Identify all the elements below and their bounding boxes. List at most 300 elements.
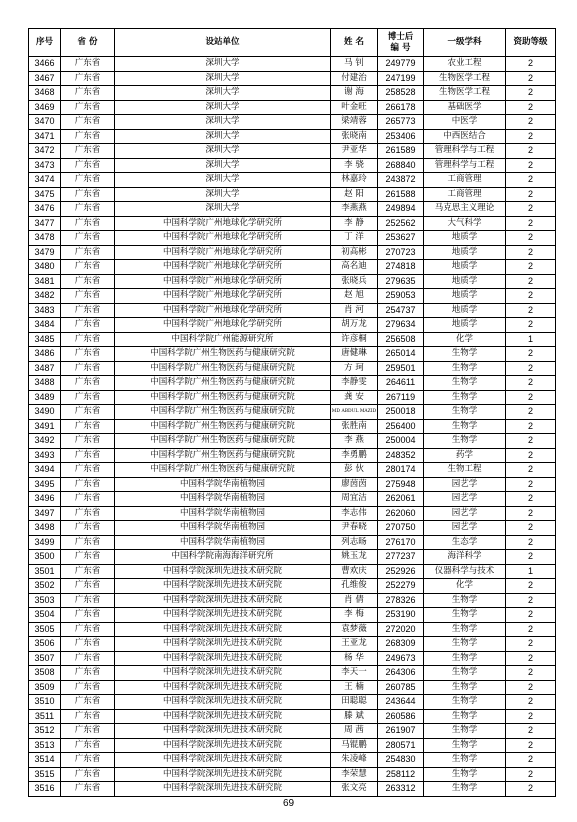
cell-unit: 中国科学院广州生物医药与健康研究院 (115, 361, 331, 376)
cell-province: 广东省 (61, 579, 115, 594)
cell-name: 袁梦薇 (331, 622, 378, 637)
cell-province: 广东省 (61, 289, 115, 304)
cell-unit: 中国科学院华南植物园 (115, 521, 331, 536)
cell-unit: 深圳大学 (115, 173, 331, 188)
cell-seq: 3489 (29, 390, 61, 405)
cell-id: 260586 (378, 709, 424, 724)
table-row (29, 202, 556, 217)
cell-seq: 3505 (29, 622, 61, 637)
cell-province: 广东省 (61, 724, 115, 739)
cell-discipline: 生物学 (424, 376, 506, 391)
cell-seq: 3467 (29, 71, 61, 86)
header-id-line1: 博士后 (387, 31, 414, 42)
cell-seq: 3473 (29, 158, 61, 173)
header-discipline: 一级学科 (424, 29, 506, 57)
table-row (29, 115, 556, 130)
cell-id: 268309 (378, 637, 424, 652)
cell-id: 250004 (378, 434, 424, 449)
cell-id: 248352 (378, 448, 424, 463)
cell-grade: 2 (506, 260, 556, 275)
cell-province: 广东省 (61, 753, 115, 768)
cell-province: 广东省 (61, 202, 115, 217)
cell-name: 付建治 (331, 71, 378, 86)
cell-name: 肖 河 (331, 303, 378, 318)
cell-unit: 中国科学院深圳先进技术研究院 (115, 753, 331, 768)
cell-id: 275948 (378, 477, 424, 492)
cell-discipline: 生物学 (424, 434, 506, 449)
cell-seq: 3486 (29, 347, 61, 362)
cell-discipline: 生物学 (424, 405, 506, 420)
cell-unit: 中国科学院广州生物医药与健康研究院 (115, 434, 331, 449)
cell-province: 广东省 (61, 129, 115, 144)
cell-province: 广东省 (61, 622, 115, 637)
cell-grade: 2 (506, 463, 556, 478)
cell-grade: 2 (506, 695, 556, 710)
cell-grade: 2 (506, 144, 556, 159)
table-row (29, 535, 556, 550)
cell-province: 广东省 (61, 492, 115, 507)
table-row (29, 448, 556, 463)
cell-discipline: 生物学 (424, 666, 506, 681)
cell-discipline: 生物学 (424, 767, 506, 782)
cell-seq: 3483 (29, 303, 61, 318)
cell-id: 278326 (378, 593, 424, 608)
cell-discipline: 化学 (424, 579, 506, 594)
cell-grade: 2 (506, 390, 556, 405)
cell-grade: 2 (506, 434, 556, 449)
cell-discipline: 生物工程 (424, 463, 506, 478)
cell-seq: 3514 (29, 753, 61, 768)
cell-grade: 2 (506, 448, 556, 463)
cell-name: 曹欢庆 (331, 564, 378, 579)
cell-province: 广东省 (61, 187, 115, 202)
cell-grade: 2 (506, 115, 556, 130)
cell-province: 广东省 (61, 158, 115, 173)
cell-seq: 3510 (29, 695, 61, 710)
cell-seq: 3485 (29, 332, 61, 347)
cell-discipline: 地质学 (424, 231, 506, 246)
cell-grade: 1 (506, 332, 556, 347)
cell-seq: 3492 (29, 434, 61, 449)
cell-unit: 中国科学院深圳先进技术研究院 (115, 622, 331, 637)
cell-province: 广东省 (61, 782, 115, 797)
table-row (29, 347, 556, 362)
cell-seq: 3495 (29, 477, 61, 492)
cell-unit: 深圳大学 (115, 202, 331, 217)
cell-discipline: 工商管理 (424, 187, 506, 202)
cell-name: 朱凌峰 (331, 753, 378, 768)
cell-province: 广东省 (61, 361, 115, 376)
cell-unit: 中国科学院广州地球化学研究所 (115, 303, 331, 318)
cell-province: 广东省 (61, 419, 115, 434)
cell-id: 268840 (378, 158, 424, 173)
cell-discipline: 工商管理 (424, 173, 506, 188)
cell-seq: 3507 (29, 651, 61, 666)
cell-unit: 中国科学院广州生物医药与健康研究院 (115, 390, 331, 405)
cell-province: 广东省 (61, 463, 115, 478)
cell-grade: 2 (506, 782, 556, 797)
cell-province: 广东省 (61, 477, 115, 492)
cell-seq: 3477 (29, 216, 61, 231)
cell-grade: 2 (506, 71, 556, 86)
cell-id: 266178 (378, 100, 424, 115)
cell-grade: 2 (506, 579, 556, 594)
cell-seq: 3509 (29, 680, 61, 695)
cell-id: 258112 (378, 767, 424, 782)
cell-discipline: 中医学 (424, 115, 506, 130)
cell-unit: 深圳大学 (115, 100, 331, 115)
cell-name: 姚玉龙 (331, 550, 378, 565)
cell-seq: 3481 (29, 274, 61, 289)
cell-seq: 3504 (29, 608, 61, 623)
cell-unit: 中国科学院广州能源研究所 (115, 332, 331, 347)
table-row (29, 477, 556, 492)
table-row (29, 579, 556, 594)
cell-province: 广东省 (61, 564, 115, 579)
cell-id: 279634 (378, 318, 424, 333)
cell-name: 李勇鹏 (331, 448, 378, 463)
cell-id: 250018 (378, 405, 424, 420)
cell-province: 广东省 (61, 666, 115, 681)
cell-name: 杨 华 (331, 651, 378, 666)
cell-grade: 2 (506, 347, 556, 362)
cell-name: 唐健琳 (331, 347, 378, 362)
cell-unit: 中国科学院广州生物医药与健康研究院 (115, 347, 331, 362)
cell-grade: 2 (506, 274, 556, 289)
cell-id: 267119 (378, 390, 424, 405)
cell-grade: 2 (506, 419, 556, 434)
cell-name: 彭 伙 (331, 463, 378, 478)
cell-id: 260785 (378, 680, 424, 695)
cell-name: 赵 旭 (331, 289, 378, 304)
cell-seq: 3496 (29, 492, 61, 507)
table-header (29, 29, 556, 57)
table-row (29, 622, 556, 637)
cell-province: 广东省 (61, 550, 115, 565)
cell-seq: 3475 (29, 187, 61, 202)
cell-name: 龚 安 (331, 390, 378, 405)
cell-discipline: 管理科学与工程 (424, 144, 506, 159)
cell-province: 广东省 (61, 680, 115, 695)
cell-unit: 中国科学院深圳先进技术研究院 (115, 564, 331, 579)
cell-seq: 3487 (29, 361, 61, 376)
cell-province: 广东省 (61, 506, 115, 521)
cell-discipline: 中西医结合 (424, 129, 506, 144)
cell-grade: 2 (506, 361, 556, 376)
table-row (29, 419, 556, 434)
cell-unit: 中国科学院广州地球化学研究所 (115, 216, 331, 231)
cell-name: 周宜洁 (331, 492, 378, 507)
cell-id: 249673 (378, 651, 424, 666)
cell-unit: 中国科学院广州地球化学研究所 (115, 245, 331, 260)
cell-grade: 2 (506, 477, 556, 492)
cell-unit: 中国科学院华南植物园 (115, 535, 331, 550)
cell-province: 广东省 (61, 274, 115, 289)
cell-seq: 3478 (29, 231, 61, 246)
cell-name: 李燕燕 (331, 202, 378, 217)
cell-unit: 中国科学院华南植物园 (115, 492, 331, 507)
cell-grade: 2 (506, 245, 556, 260)
cell-seq: 3508 (29, 666, 61, 681)
cell-grade: 2 (506, 173, 556, 188)
header-unit: 设站单位 (115, 29, 331, 57)
cell-province: 广东省 (61, 535, 115, 550)
cell-discipline: 园艺学 (424, 477, 506, 492)
cell-id: 243644 (378, 695, 424, 710)
cell-id: 264306 (378, 666, 424, 681)
cell-province: 广东省 (61, 231, 115, 246)
cell-discipline: 生物学 (424, 361, 506, 376)
table-row (29, 57, 556, 72)
cell-grade: 2 (506, 521, 556, 536)
cell-id: 261589 (378, 144, 424, 159)
cell-grade: 2 (506, 129, 556, 144)
header-seq: 序号 (29, 29, 61, 57)
header-grade: 资助等级 (506, 29, 556, 57)
cell-grade: 2 (506, 709, 556, 724)
table-row (29, 86, 556, 101)
cell-name: 方 珂 (331, 361, 378, 376)
cell-seq: 3494 (29, 463, 61, 478)
cell-discipline: 地质学 (424, 289, 506, 304)
cell-seq: 3515 (29, 767, 61, 782)
cell-grade: 2 (506, 724, 556, 739)
cell-seq: 3499 (29, 535, 61, 550)
cell-grade: 2 (506, 593, 556, 608)
cell-grade: 2 (506, 231, 556, 246)
header-id (378, 29, 424, 57)
cell-unit: 中国科学院广州生物医药与健康研究院 (115, 448, 331, 463)
cell-discipline: 药学 (424, 448, 506, 463)
cell-grade: 2 (506, 622, 556, 637)
cell-province: 广东省 (61, 216, 115, 231)
cell-seq: 3503 (29, 593, 61, 608)
cell-name: 马锟鹏 (331, 738, 378, 753)
table-row (29, 231, 556, 246)
cell-discipline: 地质学 (424, 260, 506, 275)
table-row (29, 564, 556, 579)
cell-province: 广东省 (61, 115, 115, 130)
cell-id: 280174 (378, 463, 424, 478)
header-province: 省 份 (61, 29, 115, 57)
table-row (29, 593, 556, 608)
cell-unit: 中国科学院广州地球化学研究所 (115, 260, 331, 275)
cell-name: 初高彬 (331, 245, 378, 260)
cell-name: 李荣慧 (331, 767, 378, 782)
cell-grade: 2 (506, 202, 556, 217)
table-row (29, 129, 556, 144)
cell-discipline: 化学 (424, 332, 506, 347)
cell-discipline: 基础医学 (424, 100, 506, 115)
cell-name: 周 茜 (331, 724, 378, 739)
cell-discipline: 海洋科学 (424, 550, 506, 565)
cell-id: 254830 (378, 753, 424, 768)
cell-seq: 3511 (29, 709, 61, 724)
cell-grade: 2 (506, 289, 556, 304)
table-row (29, 390, 556, 405)
cell-province: 广东省 (61, 245, 115, 260)
cell-discipline: 园艺学 (424, 492, 506, 507)
cell-discipline: 生态学 (424, 535, 506, 550)
cell-name: 许彦桐 (331, 332, 378, 347)
cell-province: 广东省 (61, 709, 115, 724)
cell-seq: 3490 (29, 405, 61, 420)
table-row (29, 695, 556, 710)
cell-name: 孔维俊 (331, 579, 378, 594)
cell-unit: 中国科学院深圳先进技术研究院 (115, 608, 331, 623)
cell-unit: 中国科学院深圳先进技术研究院 (115, 738, 331, 753)
cell-unit: 中国科学院广州生物医药与健康研究院 (115, 376, 331, 391)
cell-name: 尹春晓 (331, 521, 378, 536)
cell-unit: 中国科学院深圳先进技术研究院 (115, 695, 331, 710)
cell-id: 252926 (378, 564, 424, 579)
cell-seq: 3469 (29, 100, 61, 115)
cell-province: 广东省 (61, 593, 115, 608)
cell-discipline: 地质学 (424, 274, 506, 289)
cell-name: 胡万龙 (331, 318, 378, 333)
cell-province: 广东省 (61, 651, 115, 666)
cell-id: 254737 (378, 303, 424, 318)
cell-discipline: 马克思主义理论 (424, 202, 506, 217)
cell-grade: 2 (506, 492, 556, 507)
cell-grade: 2 (506, 187, 556, 202)
cell-name: 谢 海 (331, 86, 378, 101)
cell-province: 广东省 (61, 260, 115, 275)
cell-unit: 中国科学院广州地球化学研究所 (115, 231, 331, 246)
cell-province: 广东省 (61, 608, 115, 623)
cell-id: 249779 (378, 57, 424, 72)
table-row (29, 709, 556, 724)
cell-grade: 2 (506, 608, 556, 623)
cell-id: 270723 (378, 245, 424, 260)
cell-province: 广东省 (61, 405, 115, 420)
cell-seq: 3482 (29, 289, 61, 304)
cell-grade: 1 (506, 564, 556, 579)
table-row (29, 260, 556, 275)
cell-unit: 深圳大学 (115, 86, 331, 101)
cell-grade: 2 (506, 680, 556, 695)
cell-name: 梁靖蓉 (331, 115, 378, 130)
table-row (29, 738, 556, 753)
cell-province: 广东省 (61, 57, 115, 72)
cell-discipline: 生物学 (424, 651, 506, 666)
cell-name: 张晓兵 (331, 274, 378, 289)
cell-grade: 2 (506, 651, 556, 666)
cell-name: 李 梅 (331, 608, 378, 623)
table-row (29, 434, 556, 449)
cell-id: 259501 (378, 361, 424, 376)
cell-grade: 2 (506, 86, 556, 101)
cell-grade: 2 (506, 753, 556, 768)
cell-id: 253627 (378, 231, 424, 246)
table-row (29, 492, 556, 507)
cell-discipline: 地质学 (424, 245, 506, 260)
cell-unit: 中国科学院深圳先进技术研究院 (115, 637, 331, 652)
cell-name: 赵 阳 (331, 187, 378, 202)
cell-discipline: 生物学 (424, 738, 506, 753)
cell-seq: 3498 (29, 521, 61, 536)
cell-id: 258528 (378, 86, 424, 101)
cell-grade: 2 (506, 550, 556, 565)
cell-unit: 深圳大学 (115, 144, 331, 159)
cell-province: 广东省 (61, 71, 115, 86)
cell-unit: 深圳大学 (115, 129, 331, 144)
cell-grade: 2 (506, 506, 556, 521)
cell-unit: 中国科学院广州生物医药与健康研究院 (115, 405, 331, 420)
table-row (29, 173, 556, 188)
cell-grade: 2 (506, 637, 556, 652)
table-row (29, 361, 556, 376)
cell-name: 滕 斌 (331, 709, 378, 724)
cell-seq: 3513 (29, 738, 61, 753)
cell-discipline: 生物学 (424, 593, 506, 608)
cell-province: 广东省 (61, 448, 115, 463)
cell-province: 广东省 (61, 332, 115, 347)
cell-unit: 中国科学院华南植物园 (115, 477, 331, 492)
header-row (29, 29, 556, 57)
cell-name: 高名迪 (331, 260, 378, 275)
cell-unit: 中国科学院深圳先进技术研究院 (115, 651, 331, 666)
table-row (29, 753, 556, 768)
cell-unit: 中国科学院深圳先进技术研究院 (115, 666, 331, 681)
table-body (29, 57, 556, 797)
table-row (29, 666, 556, 681)
cell-province: 广东省 (61, 144, 115, 159)
cell-name: 尹亚华 (331, 144, 378, 159)
cell-grade: 2 (506, 100, 556, 115)
cell-id: 261588 (378, 187, 424, 202)
table-row (29, 651, 556, 666)
table-row (29, 274, 556, 289)
cell-id: 276170 (378, 535, 424, 550)
cell-discipline: 农业工程 (424, 57, 506, 72)
cell-name: 张文亮 (331, 782, 378, 797)
cell-discipline: 生物学 (424, 622, 506, 637)
cell-discipline: 生物学 (424, 419, 506, 434)
table-row (29, 608, 556, 623)
cell-province: 广东省 (61, 738, 115, 753)
cell-id: 262060 (378, 506, 424, 521)
cell-province: 广东省 (61, 637, 115, 652)
cell-unit: 中国科学院深圳先进技术研究院 (115, 724, 331, 739)
cell-id: 264611 (378, 376, 424, 391)
cell-province: 广东省 (61, 347, 115, 362)
table-row (29, 463, 556, 478)
table-row (29, 187, 556, 202)
table-row (29, 158, 556, 173)
cell-id: 277237 (378, 550, 424, 565)
cell-grade: 2 (506, 303, 556, 318)
cell-id: 261907 (378, 724, 424, 739)
cell-seq: 3468 (29, 86, 61, 101)
cell-discipline: 生物学 (424, 709, 506, 724)
cell-id: 253406 (378, 129, 424, 144)
cell-discipline: 生物学 (424, 608, 506, 623)
cell-name: 丁 洋 (331, 231, 378, 246)
cell-unit: 深圳大学 (115, 57, 331, 72)
table-row (29, 724, 556, 739)
cell-discipline: 地质学 (424, 303, 506, 318)
cell-id: 247199 (378, 71, 424, 86)
cell-grade: 2 (506, 318, 556, 333)
cell-province: 广东省 (61, 376, 115, 391)
cell-seq: 3472 (29, 144, 61, 159)
cell-name: 田聪聪 (331, 695, 378, 710)
cell-discipline: 生物医学工程 (424, 71, 506, 86)
cell-discipline: 生物学 (424, 390, 506, 405)
cell-unit: 深圳大学 (115, 115, 331, 130)
cell-unit: 深圳大学 (115, 71, 331, 86)
